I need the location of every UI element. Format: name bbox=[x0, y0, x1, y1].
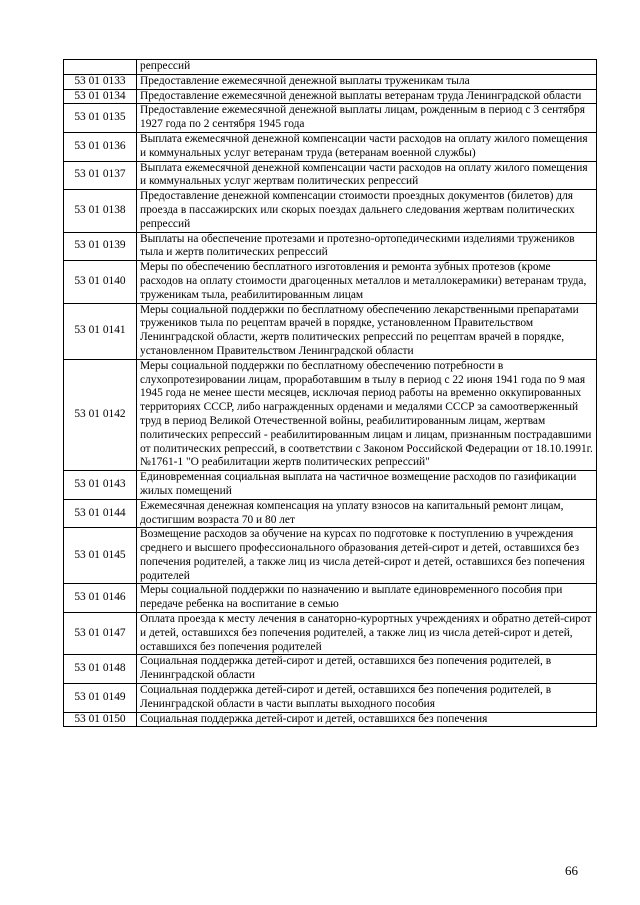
row-code: 53 01 0146 bbox=[64, 584, 137, 613]
table-row bbox=[64, 232, 597, 261]
row-description: Выплата ежемесячной денежной компенсации части расходов на оплату жилого помещения и коммунальных услуг ветеранам труда (ветеранам военной службы) bbox=[137, 132, 597, 161]
row-description: Оплата проезда к месту лечения в санаторно-курортных учреждениях и обратно детей-сирот и детей, оставшихся без попечения родителей, а также лиц из числа детей-сирот и детей, оставшихся без попечения родителей bbox=[137, 613, 597, 655]
row-description: Меры по обеспечению бесплатного изготовления и ремонта зубных протезов (кроме расходов на оплату стоимости драгоценных металлов и металлокерамики) ветеранам труда, труженикам тыла, реабилитированным лицам bbox=[137, 261, 597, 303]
row-description: Социальная поддержка детей-сирот и детей, оставшихся без попечения bbox=[137, 712, 597, 727]
row-code: 53 01 0138 bbox=[64, 190, 137, 232]
row-description: репрессий bbox=[137, 60, 597, 75]
row-description: Ежемесячная денежная компенсация на уплату взносов на капитальный ремонт лицам, достигшим возраста 70 и 80 лет bbox=[137, 499, 597, 528]
table-row bbox=[64, 261, 597, 303]
table-row bbox=[64, 359, 597, 470]
row-description: Выплата ежемесячной денежной компенсации части расходов на оплату жилого помещения и коммунальных услуг жертвам политических репрессий bbox=[137, 161, 597, 190]
page-number: 66 bbox=[565, 863, 578, 878]
row-code: 53 01 0134 bbox=[64, 89, 137, 104]
row-description: Меры социальной поддержки по бесплатному обеспечению потребности в слухопротезировании лицам, проработавшим в тылу в период с 22 июня 1941 года по 9 мая 1945 года не менее шести месяцев, исключая период работы на временно оккупированных территориях СССР, либо награжденных орденами и медалями СССР за самоотверженный труд в период Великой Отечественной войны, реабилитированным лицам, жертвам политических репрессий - реабилитированным лицам и лицам, признанным пострадавшими от политических репрессий, в соответствии с Законом Российской Федерации от 18.10.1991г. №1761-1 "О реабилитации жертв политических репрессий" bbox=[137, 359, 597, 470]
row-description: Предоставление ежемесячной денежной выплаты лицам, рожденным в период с 3 сентября 1927 года по 2 сентября 1945 года bbox=[137, 104, 597, 133]
table-row bbox=[64, 712, 597, 727]
row-description: Социальная поддержка детей-сирот и детей, оставшихся без попечения родителей, в Ленинградской области bbox=[137, 655, 597, 684]
row-code: 53 01 0145 bbox=[64, 528, 137, 584]
row-code: 53 01 0139 bbox=[64, 232, 137, 261]
table-row bbox=[64, 190, 597, 232]
table-row bbox=[64, 499, 597, 528]
row-code: 53 01 0141 bbox=[64, 303, 137, 359]
table-row bbox=[64, 89, 597, 104]
table-row bbox=[64, 104, 597, 133]
table-row bbox=[64, 60, 597, 75]
row-code bbox=[64, 60, 137, 75]
budget-code-table bbox=[63, 59, 597, 727]
row-description: Социальная поддержка детей-сирот и детей, оставшихся без попечения родителей, в Ленинградской области в части выплаты выходного пособия bbox=[137, 684, 597, 713]
table-row bbox=[64, 303, 597, 359]
row-description: Меры социальной поддержки по бесплатному обеспечению лекарственными препаратами тружеников тыла по рецептам врачей в порядке, установленном Правительством Ленинградской области, жертв политических репрессий по рецептам врачей в порядке, установленном Правительством Ленинградской области bbox=[137, 303, 597, 359]
table-row bbox=[64, 471, 597, 500]
table-row bbox=[64, 655, 597, 684]
table-row bbox=[64, 528, 597, 584]
row-code: 53 01 0149 bbox=[64, 684, 137, 713]
row-code: 53 01 0148 bbox=[64, 655, 137, 684]
table-row bbox=[64, 74, 597, 89]
row-code: 53 01 0150 bbox=[64, 712, 137, 727]
row-code: 53 01 0143 bbox=[64, 471, 137, 500]
row-code: 53 01 0147 bbox=[64, 613, 137, 655]
row-description: Выплаты на обеспечение протезами и протезно-ортопедическими изделиями тружеников тыла и жертв политических репрессий bbox=[137, 232, 597, 261]
row-description: Предоставление денежной компенсации стоимости проездных документов (билетов) для проезда в пассажирских или скорых поездах дальнего следования жертвам политических репрессий bbox=[137, 190, 597, 232]
row-code: 53 01 0140 bbox=[64, 261, 137, 303]
row-code: 53 01 0136 bbox=[64, 132, 137, 161]
row-description: Меры социальной поддержки по назначению и выплате единовременного пособия при передаче ребенка на воспитание в семью bbox=[137, 584, 597, 613]
row-code: 53 01 0135 bbox=[64, 104, 137, 133]
row-code: 53 01 0144 bbox=[64, 499, 137, 528]
row-code: 53 01 0142 bbox=[64, 359, 137, 470]
row-description: Предоставление ежемесячной денежной выплаты труженикам тыла bbox=[137, 74, 597, 89]
row-code: 53 01 0133 bbox=[64, 74, 137, 89]
table-row bbox=[64, 613, 597, 655]
row-code: 53 01 0137 bbox=[64, 161, 137, 190]
row-description: Единовременная социальная выплата на частичное возмещение расходов по газификации жилых помещений bbox=[137, 471, 597, 500]
row-description: Возмещение расходов за обучение на курсах по подготовке к поступлению в учреждения среднего и высшего профессионального образования детей-сирот и детей, оставшихся без попечения родителей, а также лиц из числа детей-сирот и детей, оставшихся без попечения родителей bbox=[137, 528, 597, 584]
table-row bbox=[64, 684, 597, 713]
row-description: Предоставление ежемесячной денежной выплаты ветеранам труда Ленинградской области bbox=[137, 89, 597, 104]
table-body bbox=[64, 60, 597, 727]
table-row bbox=[64, 132, 597, 161]
table-row bbox=[64, 161, 597, 190]
table-row bbox=[64, 584, 597, 613]
